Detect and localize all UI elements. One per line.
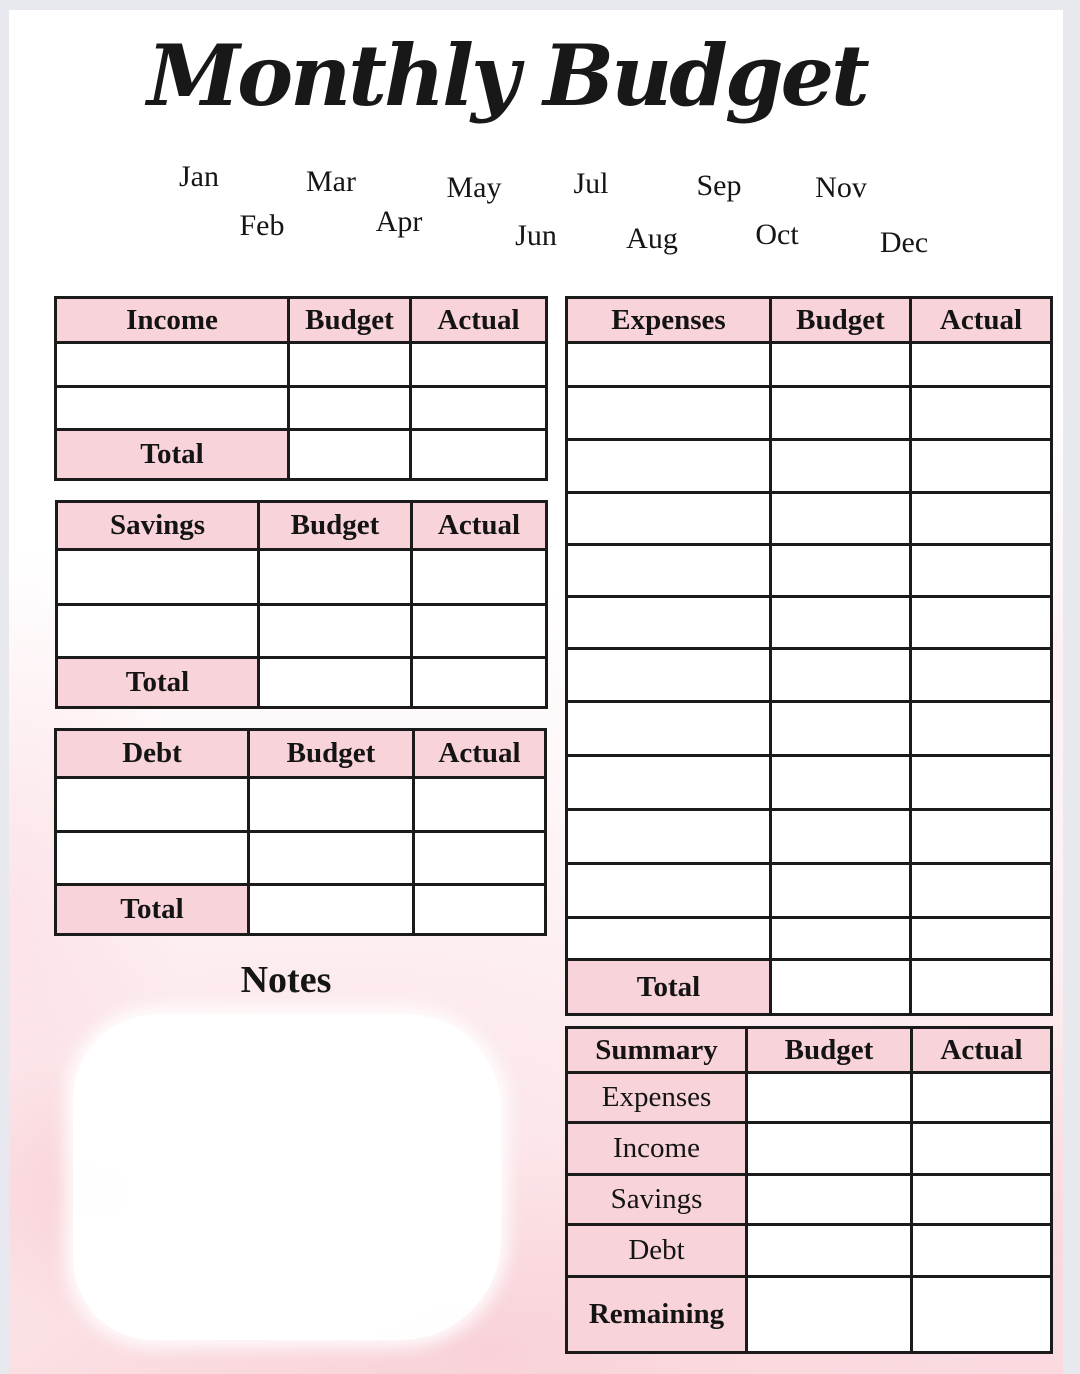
debt-total-actual-cell[interactable]: [414, 885, 546, 935]
savings-total-budget-cell[interactable]: [259, 658, 412, 708]
table-row: [56, 832, 546, 885]
expenses-actual-cell[interactable]: [911, 387, 1052, 440]
table-row: [567, 810, 1052, 864]
debt-budget-cell[interactable]: [249, 778, 414, 832]
savings-budget-cell[interactable]: [259, 550, 412, 605]
expenses-header: Expenses: [567, 298, 771, 343]
savings-item-cell[interactable]: [57, 605, 259, 658]
table-row: [567, 702, 1052, 756]
income-total-row: [56, 430, 547, 480]
summary-income-label: Income: [567, 1123, 747, 1175]
income-actual-header: Actual: [411, 298, 547, 343]
table-row: [56, 343, 547, 387]
expenses-item-cell[interactable]: [567, 864, 771, 918]
income-header: Income: [56, 298, 289, 343]
expenses-item-cell[interactable]: [567, 545, 771, 597]
debt-total-label: Total: [56, 885, 249, 935]
income-item-cell[interactable]: [56, 343, 289, 387]
expenses-budget-cell[interactable]: [771, 918, 911, 960]
debt-budget-cell[interactable]: [249, 832, 414, 885]
income-item-cell[interactable]: [56, 387, 289, 430]
expenses-header-row: [567, 298, 1052, 343]
summary-row-income: [567, 1123, 1052, 1175]
expenses-item-cell[interactable]: [567, 756, 771, 810]
income-header-row: [56, 298, 547, 343]
summary-actual-header: Actual: [912, 1028, 1052, 1073]
debt-actual-header: Actual: [414, 730, 546, 778]
savings-item-cell[interactable]: [57, 550, 259, 605]
month-oct[interactable]: Oct: [755, 218, 799, 251]
expenses-budget-cell[interactable]: [771, 440, 911, 493]
expenses-item-cell[interactable]: [567, 493, 771, 545]
expenses-budget-cell[interactable]: [771, 493, 911, 545]
month-sep[interactable]: Sep: [696, 169, 742, 202]
table-row: [56, 778, 546, 832]
table-row: [567, 387, 1052, 440]
table-row: [567, 918, 1052, 960]
expenses-actual-cell[interactable]: [911, 493, 1052, 545]
savings-total-row: [57, 658, 547, 708]
summary-income-budget-cell[interactable]: [747, 1123, 912, 1175]
expenses-budget-cell[interactable]: [771, 702, 911, 756]
summary-table: [565, 1026, 1053, 1354]
month-dec[interactable]: Dec: [879, 226, 929, 259]
expenses-actual-cell[interactable]: [911, 545, 1052, 597]
summary-budget-header: Budget: [747, 1028, 912, 1073]
month-jun[interactable]: Jun: [515, 219, 557, 252]
income-budget-cell[interactable]: [289, 387, 411, 430]
savings-table: [55, 500, 548, 709]
debt-header-row: [56, 730, 546, 778]
expenses-total-row: [567, 960, 1052, 1015]
debt-table: [54, 728, 547, 936]
savings-budget-header: Budget: [259, 502, 412, 550]
income-total-budget-cell[interactable]: [289, 430, 411, 480]
income-table: [54, 296, 548, 481]
summary-savings-label: Savings: [567, 1175, 747, 1225]
table-row: [567, 649, 1052, 702]
debt-budget-header: Budget: [249, 730, 414, 778]
table-row: [567, 864, 1052, 918]
month-apr[interactable]: Apr: [375, 205, 423, 238]
summary-savings-budget-cell[interactable]: [747, 1175, 912, 1225]
summary-debt-label: Debt: [567, 1225, 747, 1277]
table-row: [567, 756, 1052, 810]
summary-header: Summary: [567, 1028, 747, 1073]
summary-remaining-label: Remaining: [567, 1277, 747, 1353]
expenses-budget-cell[interactable]: [771, 387, 911, 440]
summary-row-savings: [567, 1175, 1052, 1225]
income-total-actual-cell[interactable]: [411, 430, 547, 480]
summary-expenses-label: Expenses: [567, 1073, 747, 1123]
expenses-item-cell[interactable]: [567, 649, 771, 702]
expenses-budget-cell[interactable]: [771, 810, 911, 864]
expenses-actual-cell[interactable]: [911, 756, 1052, 810]
summary-debt-actual-cell[interactable]: [912, 1225, 1052, 1277]
expenses-budget-header: Budget: [771, 298, 911, 343]
expenses-budget-cell[interactable]: [771, 545, 911, 597]
debt-item-cell[interactable]: [56, 832, 249, 885]
table-row: [567, 440, 1052, 493]
income-budget-header: Budget: [289, 298, 411, 343]
savings-budget-cell[interactable]: [259, 605, 412, 658]
table-row: [56, 387, 547, 430]
expenses-item-cell[interactable]: [567, 918, 771, 960]
expenses-actual-cell[interactable]: [911, 918, 1052, 960]
table-row: [57, 605, 547, 658]
savings-header: Savings: [57, 502, 259, 550]
summary-remaining-actual-cell[interactable]: [912, 1277, 1052, 1353]
notes-area[interactable]: [73, 1014, 501, 1340]
expenses-item-cell[interactable]: [567, 810, 771, 864]
expenses-budget-cell[interactable]: [771, 756, 911, 810]
summary-header-row: [567, 1028, 1052, 1073]
expenses-budget-cell[interactable]: [771, 649, 911, 702]
savings-actual-header: Actual: [412, 502, 547, 550]
notes-title: Notes: [240, 959, 332, 1001]
income-budget-cell[interactable]: [289, 343, 411, 387]
savings-total-label: Total: [57, 658, 259, 708]
debt-actual-cell[interactable]: [414, 832, 546, 885]
expenses-budget-cell[interactable]: [771, 597, 911, 649]
expenses-budget-cell[interactable]: [771, 343, 911, 387]
savings-total-actual-cell[interactable]: [412, 658, 547, 708]
summary-row-debt: [567, 1225, 1052, 1277]
month-aug[interactable]: Aug: [626, 222, 678, 255]
summary-income-actual-cell[interactable]: [912, 1123, 1052, 1175]
expenses-item-cell[interactable]: [567, 702, 771, 756]
summary-remaining-budget-cell[interactable]: [747, 1277, 912, 1353]
summary-row-expenses: [567, 1073, 1052, 1123]
debt-header: Debt: [56, 730, 249, 778]
month-jul[interactable]: Jul: [573, 167, 609, 200]
summary-savings-actual-cell[interactable]: [912, 1175, 1052, 1225]
table-row: [567, 493, 1052, 545]
income-actual-cell[interactable]: [411, 387, 547, 430]
expenses-item-cell[interactable]: [567, 597, 771, 649]
summary-debt-budget-cell[interactable]: [747, 1225, 912, 1277]
savings-actual-cell[interactable]: [412, 550, 547, 605]
month-jan[interactable]: Jan: [179, 160, 219, 193]
expenses-actual-cell[interactable]: [911, 864, 1052, 918]
month-nov[interactable]: Nov: [815, 171, 867, 204]
summary-row-remaining: [567, 1277, 1052, 1353]
expenses-total-actual-cell[interactable]: [911, 960, 1052, 1015]
expenses-actual-header: Actual: [911, 298, 1052, 343]
debt-total-row: [56, 885, 546, 935]
expenses-item-cell[interactable]: [567, 387, 771, 440]
summary-expenses-budget-cell[interactable]: [747, 1073, 912, 1123]
table-row: [57, 550, 547, 605]
expenses-actual-cell[interactable]: [911, 810, 1052, 864]
expenses-budget-cell[interactable]: [771, 864, 911, 918]
savings-actual-cell[interactable]: [412, 605, 547, 658]
month-mar[interactable]: Mar: [306, 165, 356, 198]
expenses-item-cell[interactable]: [567, 440, 771, 493]
expenses-total-budget-cell[interactable]: [771, 960, 911, 1015]
expenses-total-label: Total: [567, 960, 771, 1015]
expenses-actual-cell[interactable]: [911, 702, 1052, 756]
month-may[interactable]: May: [446, 171, 502, 204]
page-title: Monthly Budget: [147, 26, 867, 125]
expenses-table: [565, 296, 1053, 1016]
income-total-label: Total: [56, 430, 289, 480]
expenses-actual-cell[interactable]: [911, 343, 1052, 387]
expenses-actual-cell[interactable]: [911, 597, 1052, 649]
table-row: [567, 597, 1052, 649]
debt-item-cell[interactable]: [56, 778, 249, 832]
debt-actual-cell[interactable]: [414, 778, 546, 832]
expenses-actual-cell[interactable]: [911, 440, 1052, 493]
table-row: [567, 545, 1052, 597]
income-actual-cell[interactable]: [411, 343, 547, 387]
planner-page: [9, 10, 1063, 1374]
month-feb[interactable]: Feb: [239, 209, 285, 242]
savings-header-row: [57, 502, 547, 550]
debt-total-budget-cell[interactable]: [249, 885, 414, 935]
table-row: [567, 343, 1052, 387]
summary-expenses-actual-cell[interactable]: [912, 1073, 1052, 1123]
expenses-item-cell[interactable]: [567, 343, 771, 387]
expenses-actual-cell[interactable]: [911, 649, 1052, 702]
